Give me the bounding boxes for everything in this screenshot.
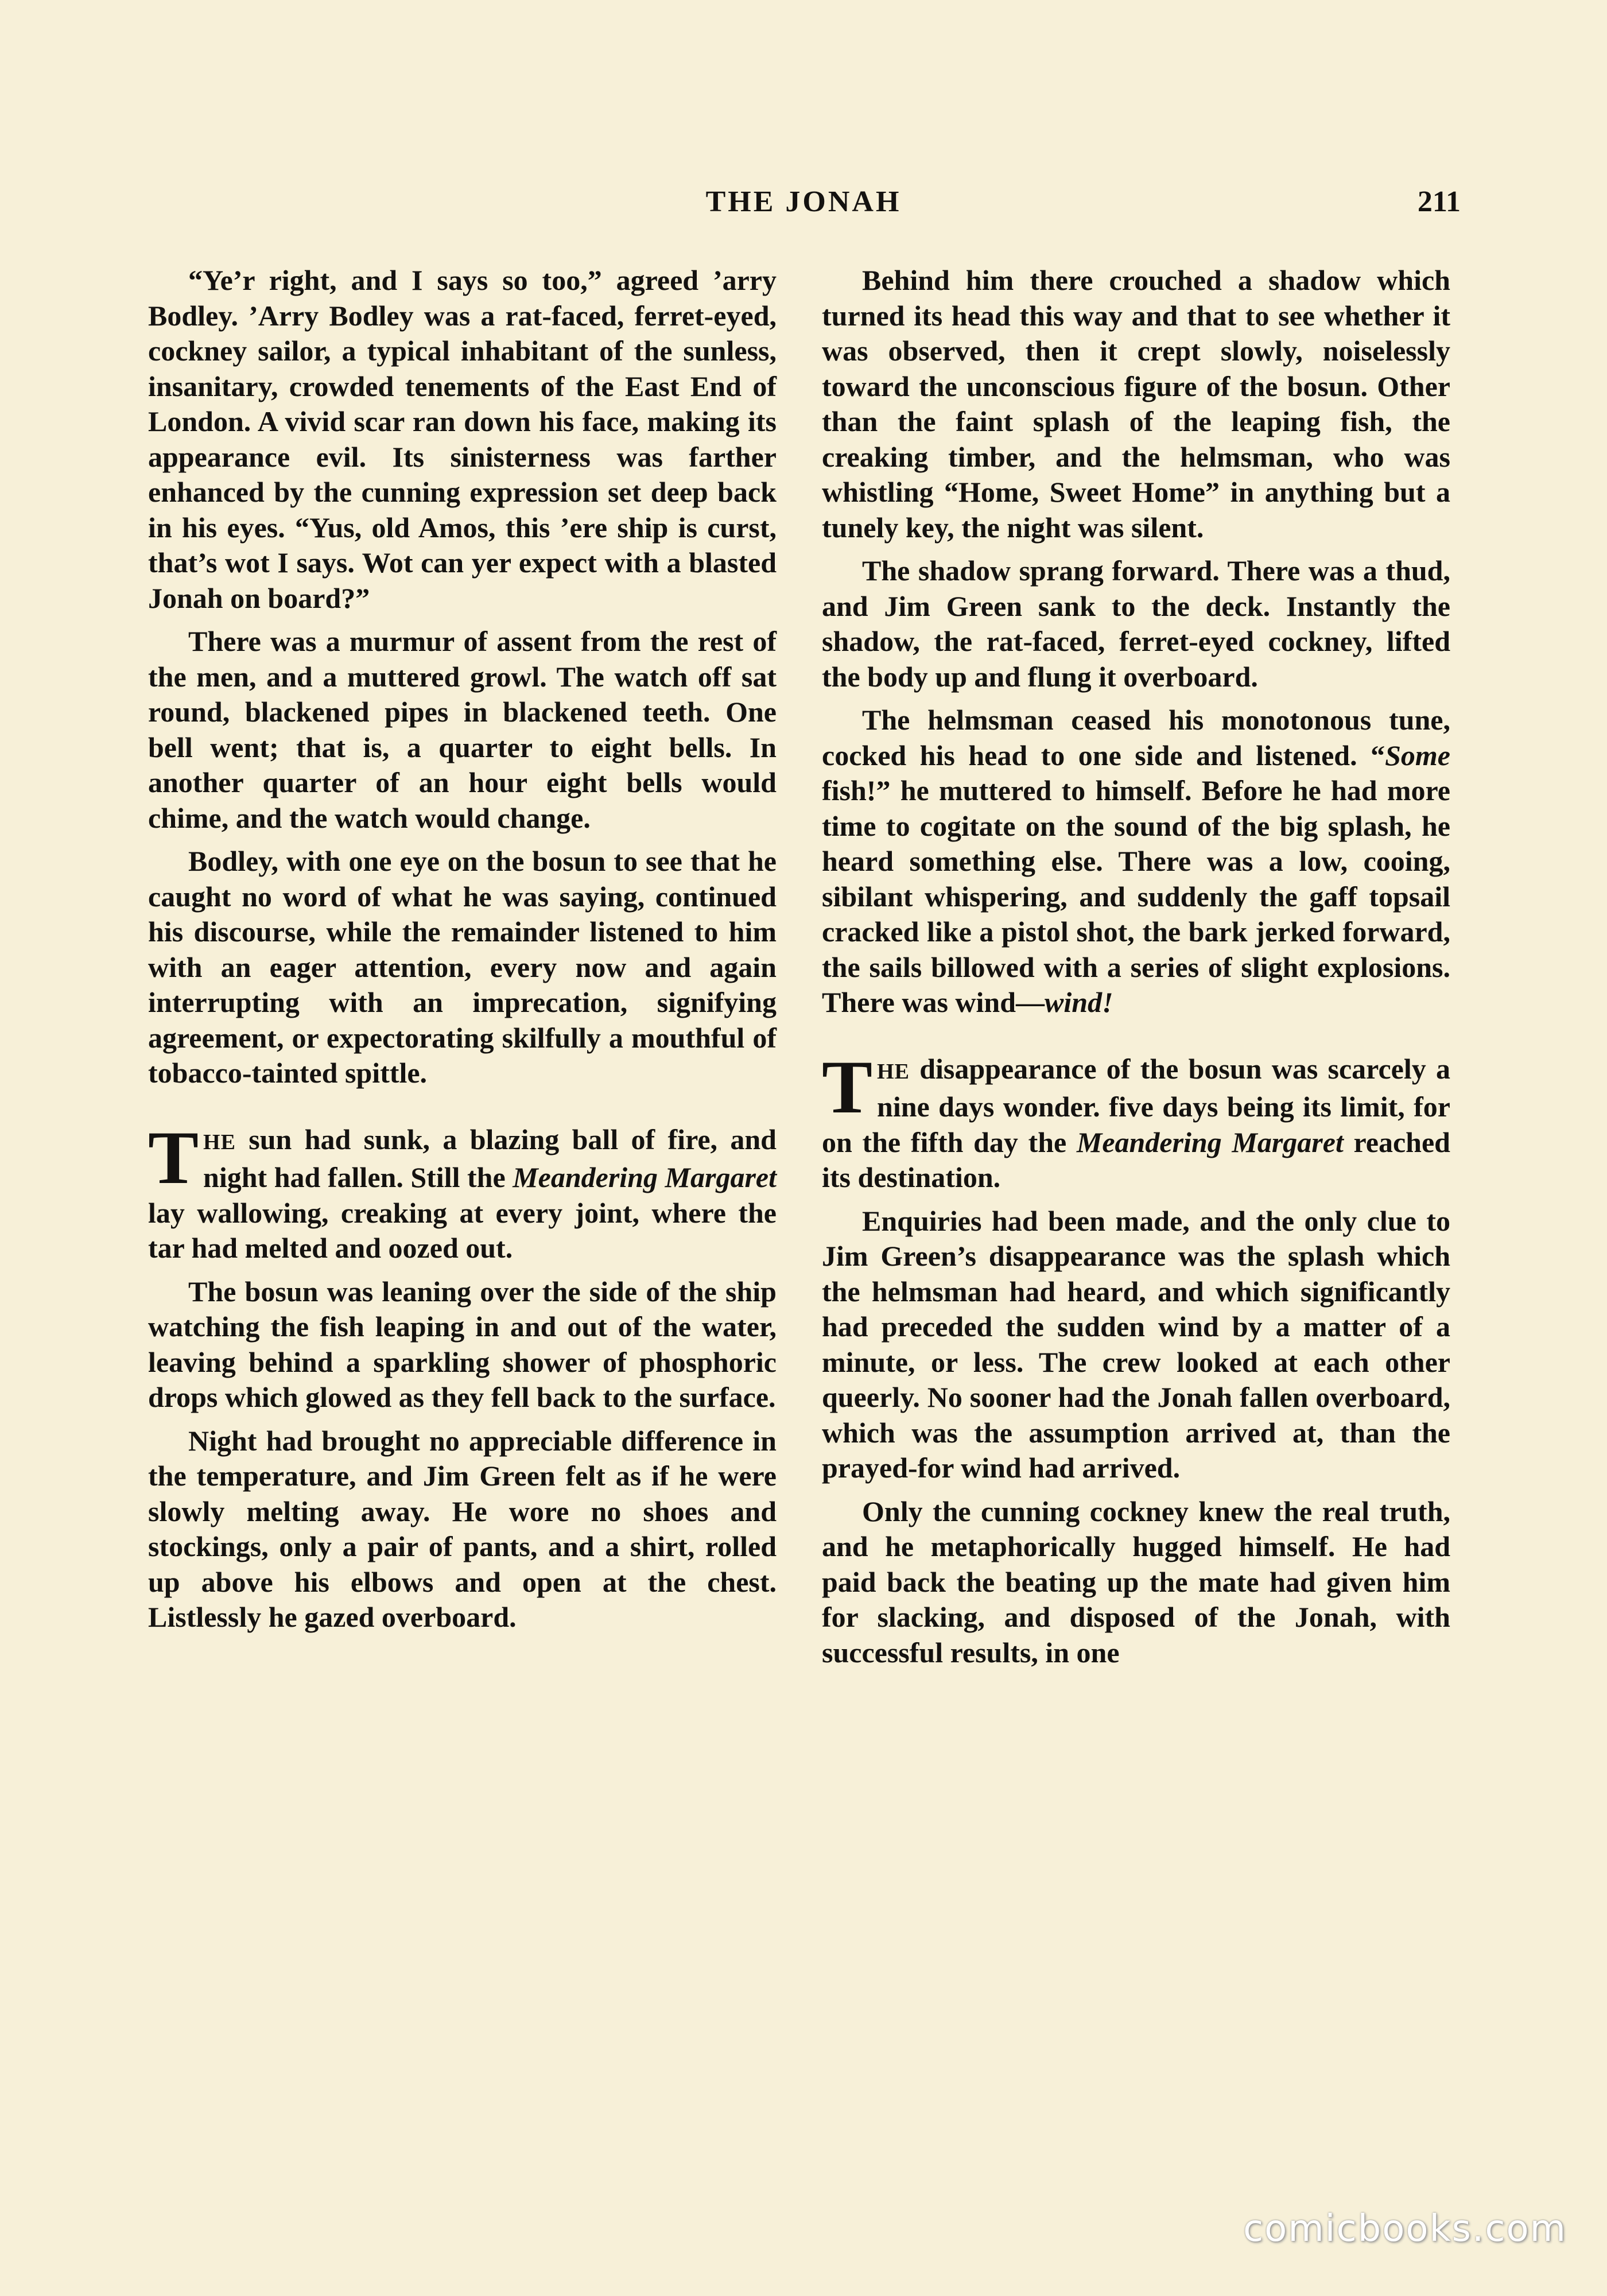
running-title: THE JONAH	[705, 185, 902, 218]
emphasis: wind!	[1045, 986, 1113, 1018]
paragraph: Behind him there crouched a shadow which turned its head this way and that to see whether it was observed, then it crept slowly, noiselessly toward the unconscious figure of the bosun. Other than the faint splash of the leaping fish, the creaking timber, and the helmsman, who was whistling “Home, Sweet Home” in anything but a tunely key, the night was silent.	[822, 264, 1450, 544]
watermark: comicbooks.com	[1243, 2208, 1567, 2250]
emphasis: Some	[1385, 739, 1450, 771]
section-paragraph	[148, 1115, 777, 1266]
paragraph: Bodley, with one eye on the bosun to see that he caught no word of what he was saying, continued his discourse, while the remainder listened to him with an eager attention, every now and again interrupting with an imprecation, signifying agreement, or expectorating skilfully a mouthful of tobacco-tainted spittle.	[148, 845, 777, 1089]
left-column	[148, 263, 777, 1643]
ship-name: Meandering Margaret	[513, 1161, 777, 1193]
section-paragraph	[822, 1044, 1450, 1196]
text-run: disappearance of the bosun was scarcely a nine days wonder. five days being its limit, for on the fifth day the	[822, 1052, 1450, 1158]
page-number: 211	[1417, 185, 1461, 218]
drop-cap: T	[148, 1115, 199, 1200]
small-caps: HE	[203, 1130, 236, 1154]
text-run: reached its destination.	[822, 1126, 1450, 1193]
text-run: The helmsman ceased his monotonous tune, cocked his head to one side and listened. “	[822, 704, 1450, 771]
paragraph: Night had brought no appreciable difference in the temperature, and Jim Green felt as if he were slowly melting away. He wore no shoes and stockings, only a pair of pants, and a shirt, rolled up above his elbows and open at the chest. Listlessly he gazed overboard.	[148, 1424, 777, 1633]
paragraph: There was a murmur of assent from the rest of the men, and a muttered growl. The watch off sat round, blackened pipes in blackened teeth. One bell went; that is, a quarter to eight bells. In another quarter of an hour eight bells would chime, and the watch would change.	[148, 625, 777, 834]
paragraph: Only the cunning cockney knew the real truth, and he metaphorically hugged himself. He had paid back the beating up the mate had given him for slacking, and disposed of the Jonah, with successful results, in one	[822, 1495, 1450, 1669]
paragraph	[822, 703, 1450, 1021]
paragraph: Enquiries had been made, and the only clue to Jim Green’s disappearance was the splash which the helmsman had heard, and which significantly had preceded the sudden wind by a matter of a minute, or less. The crew looked at each other queerly. No sooner had the Jonah fallen overboard, which was the assumption arrived at, than the prayed-for wind had arrived.	[822, 1204, 1450, 1484]
text-run: sun had sunk, a blazing ball of fire, and night had fallen. Still the	[203, 1123, 777, 1193]
page-header	[146, 185, 1461, 225]
drop-cap: T	[822, 1044, 873, 1129]
right-column	[822, 263, 1450, 1678]
ship-name: Meandering Margaret	[1076, 1126, 1344, 1158]
small-caps: HE	[877, 1059, 910, 1084]
paragraph: The shadow sprang forward. There was a thud, and Jim Green sank to the deck. Instantly the shadow, the rat-faced, ferret-eyed cockney, lifted the body up and flung it overboard.	[822, 554, 1450, 693]
paragraph: The bosun was leaning over the side of the ship watching the fish leaping in and out of the water, leaving behind a sparkling shower of phosphoric drops which glowed as they fell back to the surface.	[148, 1275, 777, 1413]
text-run: fish!” he muttered to himself. Before he had more time to cogitate on the sound of the big splash, he heard something else. There was a low, cooing, sibilant whispering, and suddenly the gaff topsail cracked like a pistol shot, the bark jerked forward, the sails billowed with a series of slight explosions. There was wind—	[822, 774, 1450, 1018]
paragraph: “Ye’r right, and I says so too,” agreed ’arry Bodley. ’Arry Bodley was a rat-faced, ferret-eyed, cockney sailor, a typical inhabitant of the sunless, insanitary, crowded tenements of the East End of London. A vivid scar ran down his face, making its appearance evil. Its sinisterness was farther enhanced by the cunning expression set deep back in his eyes. “Yus, old Amos, this ’ere ship is curst, that’s wot I says. Wot can yer expect with a blasted Jonah on board?”	[148, 264, 777, 614]
text-run: lay wallowing, creaking at every joint, where the tar had melted and oozed out.	[148, 1196, 777, 1264]
